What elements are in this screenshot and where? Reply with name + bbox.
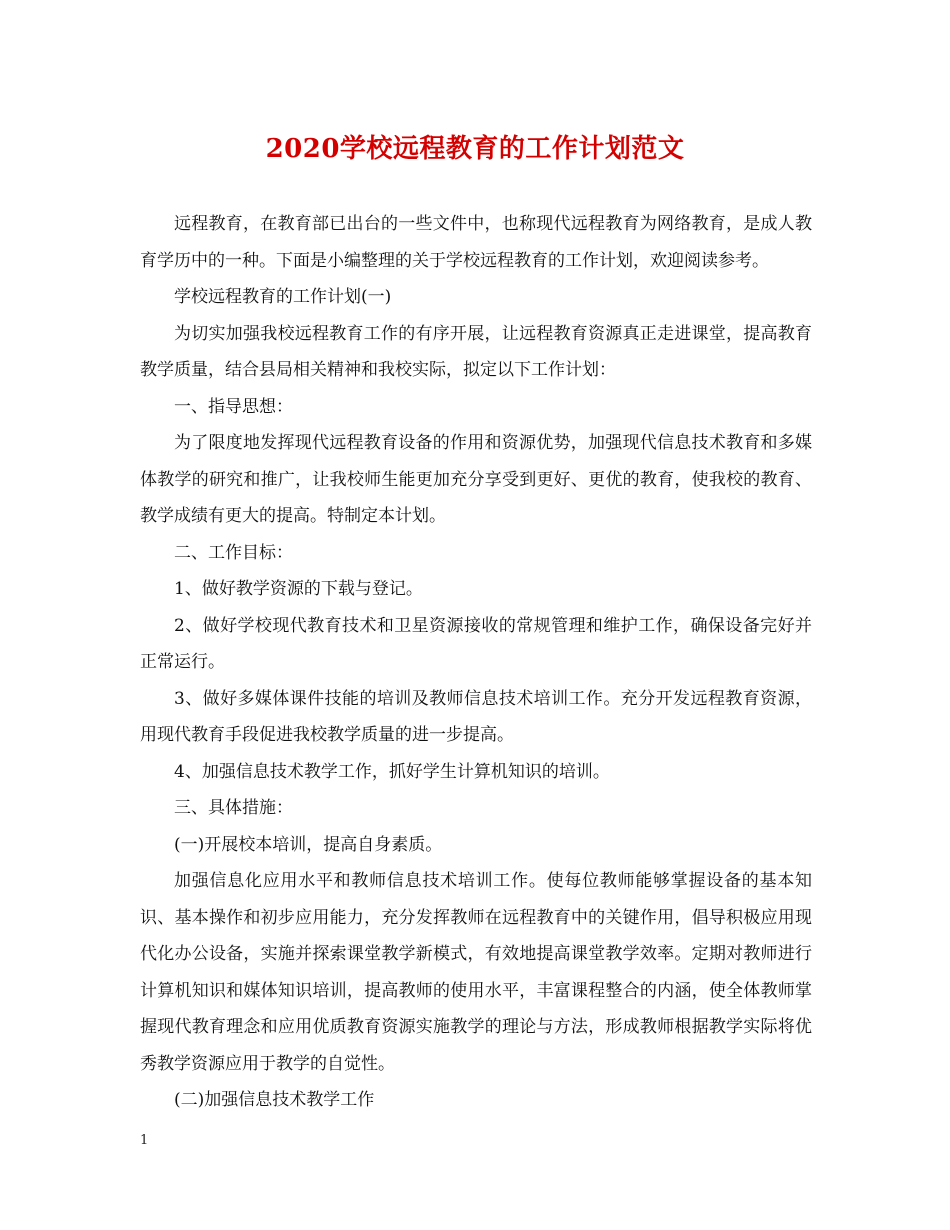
paragraph-goal-1: 1、做好教学资源的下载与登记。 [174, 579, 423, 599]
paragraph-intro: 远程教育，在教育部已出台的一些文件中，也称现代远程教育为网络教育，是成人教育学历中的一种。下面是小编整理的关于学校远程教育的工作计划，欢迎阅读参考。 [140, 214, 812, 271]
paragraph-goal-3: 3、做好多媒体课件技能的培训及教师信息技术培训工作。充分开发远程教育资源，用现代教育手段促进我校教学质量的进一步提高。 [140, 688, 812, 745]
paragraph-measure-1-heading: (一)开展校本培训，提高自身素质。 [174, 834, 443, 855]
paragraph-heading-measures: 三、具体措施： [174, 798, 293, 818]
paragraph-heading-guiding-thought: 一、指导思想： [174, 396, 293, 417]
document-body [140, 206, 812, 1119]
paragraph-guiding-thought: 为了限度地发挥现代远程教育设备的作用和资源优势，加强现代信息技术教育和多媒体教学的研究和推广，让我校师生能更加充分享受到更好、更优的教育，使我校的教育、教学成绩有更大的提高。特制定本计划。 [140, 433, 812, 526]
paragraph-heading-goals: 二、工作目标： [174, 542, 293, 563]
paragraph-preface: 为切实加强我校远程教育工作的有序开展，让远程教育资源真正走进课堂，提高教育教学质量，结合县局相关精神和我校实际，拟定以下工作计划： [140, 323, 812, 380]
paragraph-measure-2-heading: (二)加强信息技术教学工作 [174, 1090, 375, 1110]
page-number: 1 [140, 1133, 149, 1148]
paragraph-section-heading: 学校远程教育的工作计划(一) [174, 287, 392, 307]
paragraph-measure-1: 加强信息化应用水平和教师信息技术培训工作。使每位教师能够掌握设备的基本知识、基本操作和初步应用能力，充分发挥教师在远程教育中的关键作用，倡导积极应用现代化办公设备，实施并探索课堂教学新模式，有效地提高课堂教学效率。定期对教师进行计算机知识和媒体知识培训，提高教师的使用水平，丰富课程整合的内涵，使全体教师掌握现代教育理念和应用优质教育资源实施教学的理论与方法，形成教师根据教学实际将优秀教学资源应用于教学的自觉性。 [140, 871, 812, 1074]
paragraph-goal-2: 2、做好学校现代教育技术和卫星资源接收的常规管理和维护工作，确保设备完好并正常运行。 [140, 615, 812, 672]
document-title: 2020学校远程教育的工作计划范文 [265, 134, 685, 164]
paragraph-goal-4: 4、加强信息技术教学工作，抓好学生计算机知识的培训。 [174, 761, 610, 782]
